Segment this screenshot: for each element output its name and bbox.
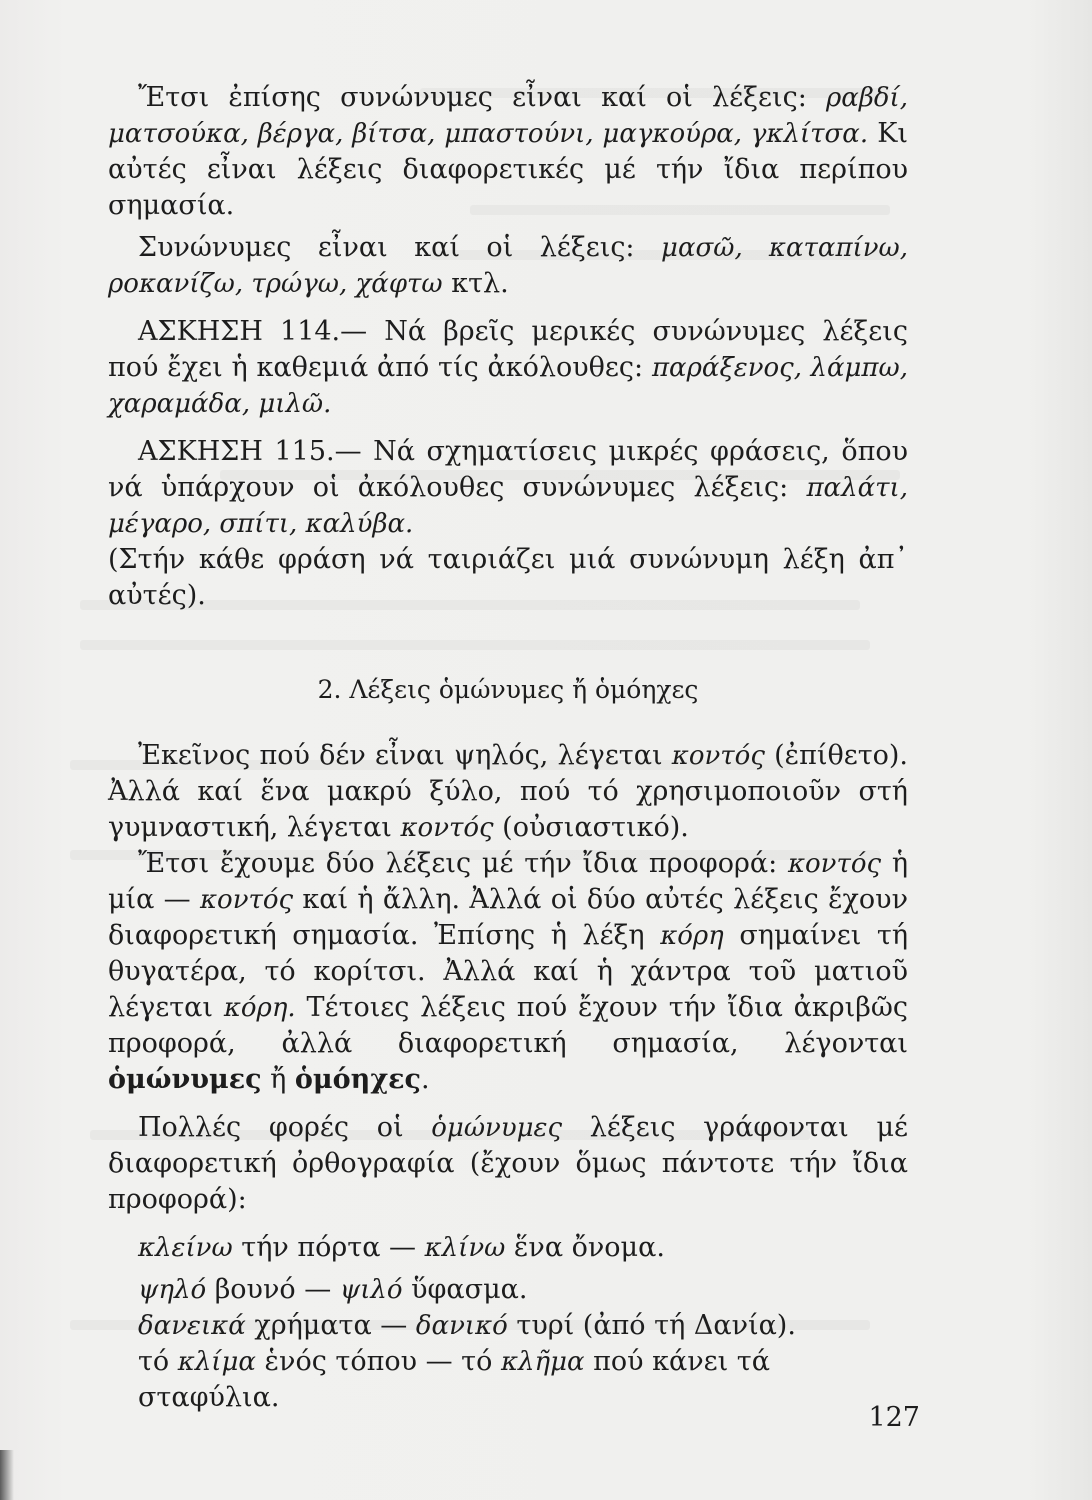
- homonyms-paragraph-2: [108, 846, 908, 1098]
- text-span: βουνό —: [206, 1274, 340, 1305]
- italic-word: ὁμώνυμες: [431, 1113, 563, 1143]
- italic-word: κοντός: [400, 813, 494, 843]
- text-span: (ἐπίθετο). Ἀλλά καί ἕνα μακρύ ξύλο, πού τό χρησιμοποιοῦν στή γυμναστική, λέγεται: [108, 740, 908, 843]
- binding-shadow: [0, 1450, 14, 1500]
- italic-word: κλῆμα: [500, 1347, 585, 1377]
- text-span: Ἐκεῖνος πού δέν εἶναι ψηλός, λέγεται: [138, 740, 672, 771]
- text-span: χρήματα —: [245, 1310, 416, 1341]
- italic-word: κλίνω: [424, 1233, 506, 1263]
- page-body: [108, 80, 908, 1416]
- text-span: σημαίνει τή θυγατέρα, τό κορίτσι. Ἀλλά καί ἡ χάντρα τοῦ ματιοῦ λέγεται: [108, 920, 908, 1023]
- text-span: ΑΣΚΗΣΗ 114.— Νά βρεῖς μερικές συνώνυμες λέξεις πού ἔχει ἡ καθεμιά ἀπό τίς ἀκόλουθες:: [108, 316, 908, 383]
- page-number: 127: [868, 1402, 920, 1433]
- section-heading: 2. Λέξεις ὁμώνυμες ἤ ὁμόηχες: [317, 675, 699, 704]
- text-span: Συνώνυμες εἶναι καί οἱ λέξεις:: [138, 232, 662, 263]
- italic-word: κλείνω: [138, 1233, 233, 1263]
- synonyms-paragraph-2: [108, 230, 908, 302]
- italic-word: κόρη.: [223, 993, 296, 1023]
- text-span: ΑΣΚΗΣΗ 115.— Νά σχηματίσεις μικρές φράσεις, ὅπου νά ὑπάρχουν οἱ ἀκόλουθες συνώνυμες λέξεις:: [108, 436, 908, 503]
- italic-word: κοντός: [200, 885, 294, 915]
- text-span: Πολλές φορές οἱ: [138, 1112, 432, 1143]
- text-span: τήν πόρτα —: [232, 1232, 425, 1263]
- text-span: ὕφασμα.: [402, 1274, 528, 1305]
- example-line: [138, 1230, 908, 1266]
- text-span: πού κάνει τά σταφύλια.: [138, 1346, 770, 1413]
- italic-word: κοντός: [787, 849, 882, 879]
- synonyms-paragraph-1: [108, 80, 908, 224]
- italic-words: ραβδί, ματσούκα, βέργα, βίτσα, μπαστούνι, μαγκούρα, γκλίτσα.: [108, 83, 908, 149]
- italic-words: μασῶ, καταπίνω, ροκανίζω, τρώγω, χάφτω: [108, 233, 909, 299]
- text-span: τυρί (ἀπό τή Δανία).: [507, 1310, 796, 1341]
- homonyms-paragraph-3: [108, 1110, 908, 1218]
- homonyms-paragraph-1: [108, 738, 908, 846]
- text-span: Ἔτσι ἔχουμε δύο λέξεις μέ τήν ἴδια προφορά:: [138, 848, 788, 879]
- exercise-115-note: (Στήν κάθε φράση νά ταιριάζει μιά συνώνυμη λέξη ἀπ᾽ αὐτές).: [108, 544, 908, 611]
- text-span: Ἔτσι ἐπίσης συνώνυμες εἶναι καί οἱ λέξεις:: [138, 82, 826, 113]
- text-span: κτλ.: [442, 268, 509, 299]
- bold-term: ὁμώνυμες: [108, 1064, 262, 1095]
- italic-word: κλίμα: [177, 1347, 256, 1377]
- italic-word: κοντός: [671, 741, 765, 771]
- italic-word: δανικό: [415, 1311, 508, 1341]
- italic-word: κόρη: [660, 921, 724, 951]
- text-span: Κι αὐτές εἶναι λέξεις διαφορετικές μέ τήν ἴδια περίπου σημασία.: [108, 118, 908, 221]
- italic-word: ψηλό: [138, 1275, 207, 1305]
- example-line: [138, 1272, 908, 1308]
- text-span: ἕνα ὄνομα.: [505, 1232, 665, 1263]
- text-span: καί ἡ ἄλλη. Ἀλλά οἱ δύο αὐτές λέξεις ἔχουν διαφορετική σημασία. Ἐπίσης ἡ λέξη: [108, 884, 908, 951]
- italic-words: παράξενος, λάμπω, χαραμάδα, μιλῶ.: [108, 353, 908, 419]
- exercise-115: [108, 434, 908, 542]
- text-span: .: [420, 1064, 430, 1095]
- italic-word: ψιλό: [339, 1275, 403, 1305]
- text-span: (οὐσιαστικό).: [493, 812, 689, 843]
- text-span: λέξεις γράφονται μέ διαφορετική ὀρθογραφία (ἔχουν ὅμως πάντοτε τήν ἴδια προφορά):: [108, 1112, 908, 1215]
- bold-term: ὁμόηχες: [294, 1064, 421, 1095]
- italic-words: παλάτι, μέγαρο, σπίτι, καλύβα.: [108, 473, 908, 539]
- text-span: ἡ μία —: [108, 848, 908, 915]
- italic-word: δανεικά: [138, 1311, 246, 1341]
- example-line: [138, 1308, 908, 1344]
- example-line: [138, 1344, 908, 1416]
- text-span: ἤ: [261, 1064, 295, 1095]
- text-span: ἑνός τόπου — τό: [255, 1346, 501, 1377]
- exercise-114: [108, 314, 908, 422]
- text-span: τό: [138, 1346, 178, 1377]
- text-span: Τέτοιες λέξεις πού ἔχουν τήν ἴδια ἀκριβῶς προφορά, ἀλλά διαφορετική σημασία, λέγονται: [108, 992, 908, 1059]
